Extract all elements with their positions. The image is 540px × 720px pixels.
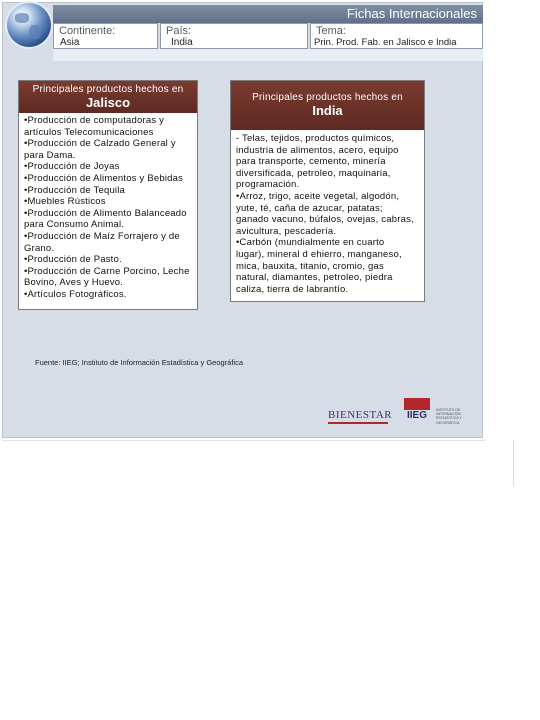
product-line: para Consumo Animal. (24, 219, 125, 231)
product-line: •Producción de Calzado General y (24, 138, 176, 150)
product-line: programación. (236, 179, 300, 191)
product-line: para transporte, cemento, minería (236, 156, 386, 168)
product-line: •Muebles Rústicos (24, 196, 106, 208)
jalisco-panel-heading (19, 81, 197, 113)
product-line: Bovino, Aves y Huevo. (24, 277, 124, 289)
institute-line: INSTITUTO DE (436, 408, 461, 412)
product-line: lugar), mineral d ehierro, manganeso, (236, 248, 402, 260)
institute-line: INFORMACIÓN (436, 412, 461, 417)
institute-line: ESTADÍSTICA Y (436, 416, 462, 421)
product-line: •Producción de Joyas (24, 161, 120, 173)
product-line: •Producción de Alimento Balanceado (24, 207, 187, 219)
product-line: artículos Telecomunicaciones (24, 126, 154, 138)
product-line: para Dama. (24, 149, 76, 161)
product-line: industria de alimentos, acero, equipo (236, 144, 399, 156)
product-line: •Producción de computadoras y (24, 115, 165, 126)
product-line: •Carbón (mundialmente en cuarto (236, 237, 385, 249)
product-line: •Producción de Alimentos y Bebidas (24, 172, 184, 184)
continent-label: Continente: (59, 25, 116, 37)
india-product-list (231, 130, 424, 295)
product-line: diversificada, petroleo, maquinaria, (236, 167, 391, 179)
product-line: •Producción de Pasto. (24, 254, 122, 266)
india-panel-heading (231, 81, 424, 130)
divider (513, 440, 514, 486)
header-strip (53, 49, 483, 61)
product-line: avicultura, pescadería. (236, 225, 337, 237)
product-line: ganado vacuno, búfalos, ovejas, cabras, (236, 214, 414, 226)
product-line: yute, té, caña de azucar, patatas; (236, 202, 383, 214)
bienestar-logo-text: BIENESTAR (328, 409, 393, 421)
india-heading-small: Principales productos hechos en (252, 92, 403, 103)
iieg-logo-text: IIEG (406, 410, 427, 421)
jalisco-panel (18, 80, 198, 310)
jalisco-heading-small: Principales productos hechos en (32, 84, 184, 95)
india-heading-big: India (312, 103, 343, 118)
iieg-logo (403, 398, 431, 432)
jalisco-heading-big: Jalisco (85, 95, 131, 110)
fact-sheet (2, 2, 483, 438)
country-value: India (171, 37, 193, 48)
bienestar-logo (328, 409, 393, 431)
topic-label: Tema: (316, 25, 346, 37)
institute-logo-text (436, 408, 482, 425)
product-line: caliza, tierra de labrantío. (236, 283, 349, 295)
globe-icon (7, 3, 51, 47)
topic-field (310, 23, 483, 49)
product-line: •Arroz, trigo, aceite vegetal, algodón, (236, 190, 400, 202)
continent-field (53, 23, 158, 49)
product-line: mica, bauxita, titanio, cromio, gas (236, 260, 384, 272)
india-panel (230, 80, 425, 302)
country-label: País: (166, 25, 192, 37)
product-line: •Producción de Tequila (24, 184, 126, 196)
product-line: •Artículos Fotográficos. (24, 288, 127, 300)
product-line: natural, diamantes, petroleo, piedra (236, 272, 393, 284)
topic-value: Prin. Prod. Fab. en Jalisco e India (314, 37, 457, 48)
product-line: •Producción de Maíz Forrajero y de (24, 230, 180, 242)
banner (53, 5, 483, 23)
product-line: - Telas, tejidos, productos químicos, (236, 133, 395, 144)
banner-title: Fichas Internacionales (346, 6, 477, 21)
country-field (160, 23, 308, 49)
source-note: Fuente: IIEG; Instituto de Información Estadística y Geográfica (35, 358, 244, 367)
institute-line: GEOGRÁFICA (436, 420, 460, 425)
jalisco-product-list (19, 113, 197, 301)
divider (2, 440, 485, 441)
product-line: Grano. (24, 242, 55, 254)
continent-value: Asia (60, 37, 80, 48)
product-line: •Producción de Carne Porcino, Leche (24, 265, 190, 277)
